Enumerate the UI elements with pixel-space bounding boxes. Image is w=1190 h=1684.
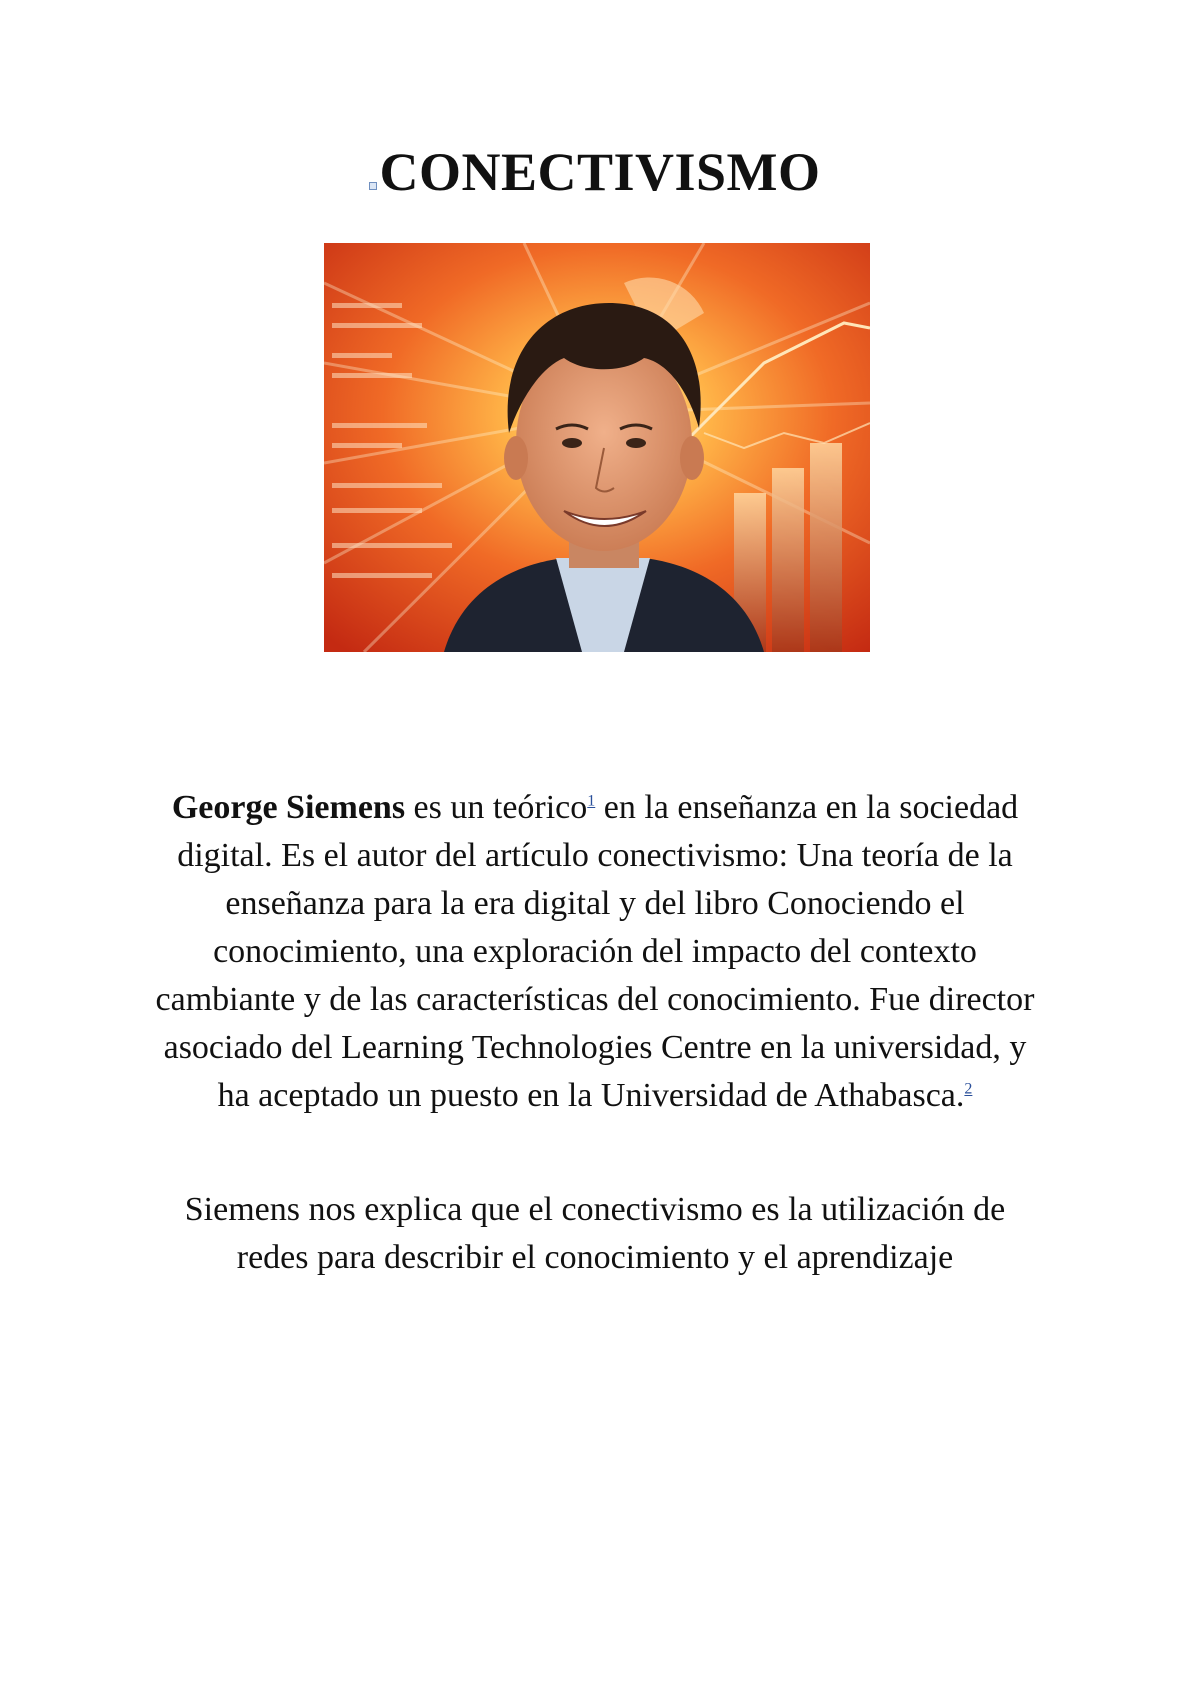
intro-text-a: es un teórico [405,789,588,826]
author-name: George Siemens [171,789,406,826]
footnote-ref-2[interactable]: 2 [964,1080,973,1098]
second-paragraph: Siemens nos explica que el conectivismo es la utilización de redes para describir el conocimiento y el aprendizaje [184,1191,1006,1276]
portrait-photo [324,243,870,652]
intro-text-b: en la enseñanza en la sociedad digital. Es el autor del artículo conectivismo: Una teoría de la enseñanza para la era digital y del libro Conociendo el conocimiento, una exploración del impacto del contexto cambiante y de las características del conocimiento. Fue director asociado del Learning Technologies Centre en la universidad, y ha aceptado un puesto en la Universidad de Athabasca. [155,789,1035,1114]
footnote-ref-1[interactable]: 1 [587,792,596,810]
intro-paragraph [150,784,1040,1120]
page-title-text: CONECTIVISMO [379,142,821,202]
portrait-illustration [324,243,870,652]
anchor-marker-icon [369,182,377,190]
page-title [0,140,1190,204]
